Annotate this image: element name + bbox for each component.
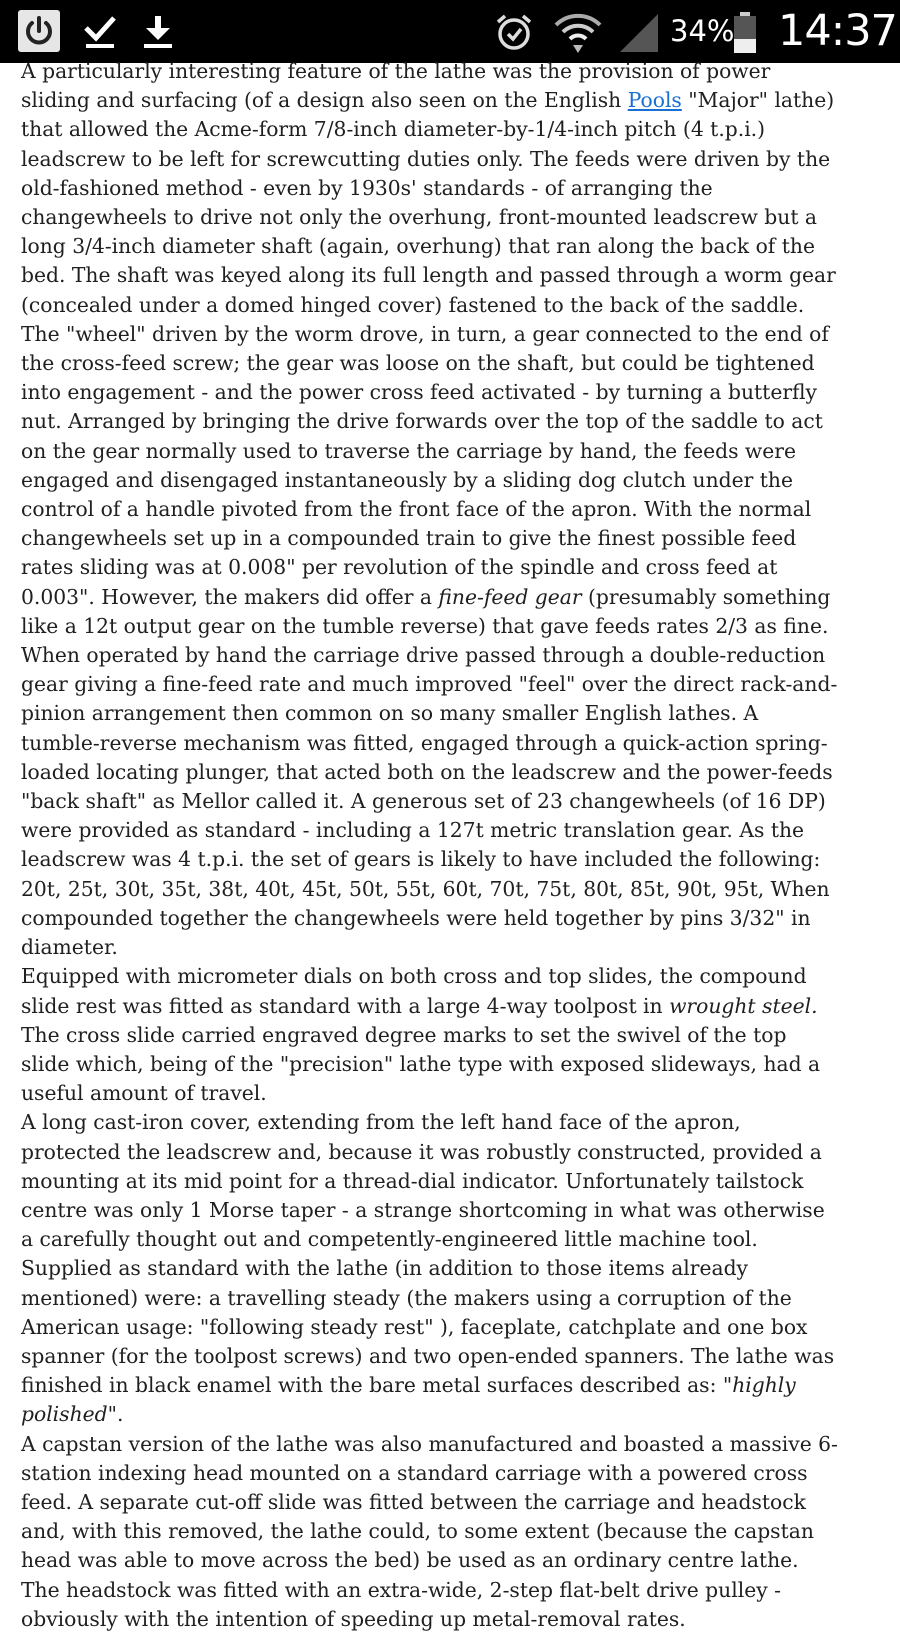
paragraph: A capstan version of the lathe was also manufactured and boasted a massive 6-station indexing head mounted on a standard carriage with a powered cross feed. A separate cut-off slide was fitted between the carriage and headstock and, with this removed, the lathe could, to some extent (because the capstan head was able to move across the bed) be used as an ordinary centre lathe. The headstock was fitted with an extra-wide, 2-step flat-belt drive pulley - obviously with the intention of speeding up metal-removal rates.	[21, 1431, 838, 1631]
text-span: "Major" lathe) that allowed the Acme-form 7/8-inch diameter-by-1/4-inch pitch (4 t.p.i.) leadscrew to be left for screwcutting duties only. The feeds were driven by the old-fashioned method - even by 1930s' standards - of arranging the changewheels to drive not only the overhung, front-mounted leadscrew but a long 3/4-inch diameter shaft (again, overhung) that ran along the back of the bed. The shaft was keyed along its full length and passed through a worm gear (concealed under a domed hinged cover) fastened to the back of the saddle. The "wheel" driven by the worm drove, in turn, a gear connected to the end of the cross-feed screw; the gear was loose on the shaft, but could be tightened into engagement - and the power cross feed activated - by turning a butterfly nut. Arranged by bringing the drive forwards over the top of the saddle to act on the gear normally used to traverse the carriage by hand, the feeds were engaged and disengaged instantaneously by a sliding dog clutch under the control of a handle pivoted from the front face of the apron. With the normal changewheels set up in a compounded train to give the finest possible feed rates sliding was at 0.008" per revolution of the spindle and cross feed at 0.003". However, the makers did offer a	[21, 88, 836, 609]
battery-icon	[730, 0, 760, 63]
wifi-icon	[552, 0, 604, 63]
italic-text: fine-feed gear	[438, 584, 582, 609]
check-download-icon	[80, 0, 120, 63]
paragraph	[21, 1254, 841, 1429]
cell-signal-icon	[614, 0, 664, 63]
italic-text: wrought steel.	[669, 993, 818, 1018]
text-span: ".	[107, 1402, 124, 1427]
text-span: Supplied as standard with the lathe (in addition to those items already mentioned) were: a travelling steady (the makers using a corruption of the American usage: "following steady rest" ), faceplate, catchplate and one box spanner (for the toolpost screws) and two open-ended spanners. The lathe was finished in black enamel with the bare metal surfaces described as: "	[21, 1256, 835, 1398]
power-icon[interactable]	[18, 10, 60, 52]
clock: 14:37	[778, 6, 897, 56]
text-span: Equipped with micrometer dials on both cross and top slides, the compound slide rest was fitted as standard with a large 4-way toolpost in	[21, 964, 807, 1018]
text-span: A particularly interesting feature of the lathe was the provision of power sliding and surfacing (of a design also seen on the English	[21, 59, 771, 113]
paragraph: When operated by hand the carriage drive passed through a double-reduction gear giving a fine-feed rate and much improved "feel" over the direct rack-and-pinion arrangement then common on so many smaller English lathes. A tumble-reverse mechanism was fitted, engaged through a quick-action spring-loaded locating plunger, that acted both on the leadscrew and the power-feeds "back shaft" as Mellor called it. A generous set of 23 changewheels (of 16 DP) were provided as standard - including a 127t metric translation gear. As the leadscrew was 4 t.p.i. the set of gears is likely to have included the following: 20t, 25t, 30t, 35t, 38t, 40t, 45t, 50t, 55t, 60t, 70t, 75t, 80t, 85t, 90t, 95t, When compounded together the changewheels were held together by pins 3/32" in diameter.	[21, 643, 838, 960]
battery-percent: 34%	[670, 14, 735, 48]
paragraph	[21, 962, 841, 1108]
status-bar	[0, 0, 900, 63]
text-span: The cross slide carried engraved degree marks to set the swivel of the top slide which, being of the "precision" lathe type with exposed slideways, had a useful amount of travel.	[21, 1022, 821, 1106]
text-span: (presumably something like a 12t output gear on the tumble reverse) that gave feeds rates 2/3 as fine.	[21, 584, 831, 638]
download-icon	[138, 0, 178, 63]
article-body	[21, 57, 841, 1634]
alarm-icon	[492, 0, 536, 63]
paragraph: A long cast-iron cover, extending from the left hand face of the apron, protected the leadscrew and, because it was robustly constructed, provided a mounting at its mid point for a thread-dial indicator. Unfortunately tailstock centre was only 1 Morse taper - a strange shortcoming in what was otherwise a carefully thought out and competently-engineered little machine tool.	[21, 1110, 825, 1252]
pools-link[interactable]: Pools	[627, 88, 682, 113]
paragraph	[21, 57, 841, 641]
italic-text: highly polished	[21, 1373, 796, 1427]
